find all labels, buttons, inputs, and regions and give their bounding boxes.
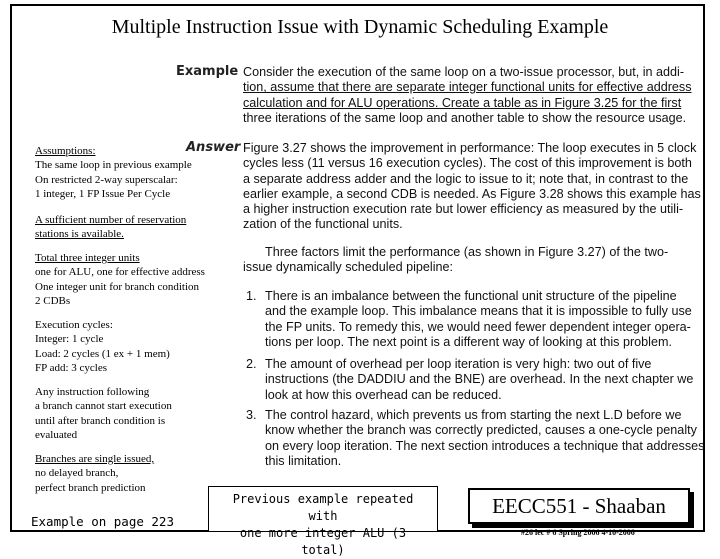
callout-line: Previous example repeated with xyxy=(232,492,414,523)
item-2-text xyxy=(265,357,693,403)
example-line: three iterations of the same loop and another table to show the resource usage. xyxy=(243,110,687,125)
callout-box xyxy=(208,486,438,557)
note-line: perfect branch prediction xyxy=(35,481,146,494)
item-line: the FP units. To remedy this, we would need fewer dependent integer opera- xyxy=(265,319,691,334)
answer-text xyxy=(243,141,701,233)
example-label: Example xyxy=(176,64,239,79)
answer-line: earlier example, a second CDB is needed. As Figure 3.28 shows this example has xyxy=(243,186,701,201)
note-line: 2 CDBs xyxy=(35,294,71,307)
note-line: One integer unit for branch condition xyxy=(35,280,200,293)
example-line: calculation and for ALU operations. Create a table as in Figure 3.25 for the first xyxy=(243,95,682,110)
note-line: A sufficient number of reservation xyxy=(35,214,187,226)
item-line: look at how this overhead can be reduced. xyxy=(265,387,502,402)
three-factors-text xyxy=(243,245,668,276)
note-line: Load: 2 cycles (1 ex + 1 mem) xyxy=(35,347,170,360)
integer-units-note xyxy=(35,251,240,308)
slide-title: Multiple Instruction Issue with Dynamic Scheduling Example xyxy=(111,16,609,38)
slide-footer: #26 lec # 6 Spring 2006 4-10-2006 xyxy=(521,528,635,537)
reservation-note xyxy=(35,213,240,242)
example-line: tion, assume that there are separate integer functional units for effective address xyxy=(243,80,692,95)
answer-label: Answer xyxy=(186,140,241,155)
item-1-number: 1. xyxy=(246,289,257,303)
assumptions-note xyxy=(35,144,240,201)
item-line: The control hazard, which prevents us from starting the next L.D before we xyxy=(265,408,682,422)
callout-line: one more integer ALU (3 total) xyxy=(239,526,407,557)
note-line: Assumptions: xyxy=(35,145,96,157)
note-line: Branches are single issued, xyxy=(35,453,155,465)
item-line: There is an imbalance between the functional unit structure of the pipeline xyxy=(265,289,677,303)
item-line: tions per loop. The next point is a different way of looking at this problem. xyxy=(265,334,672,349)
note-line: On restricted 2-way superscalar: xyxy=(35,173,178,186)
example-page-reference: Example on page 223 xyxy=(31,514,174,529)
answer-line: a separate address adder and the logic to issue to it; note that, in contrast to the xyxy=(243,171,689,186)
item-line: instructions (the DADDIU and the BNE) are overhead. In the next chapter we xyxy=(265,372,694,387)
factors-line: issue dynamically scheduled pipeline: xyxy=(243,260,454,275)
example-text xyxy=(243,65,692,126)
course-brand-box: EECC551 - Shaaban xyxy=(468,488,690,524)
item-line: know whether the branch was correctly predicted, causes a one-cycle penalty xyxy=(265,423,697,438)
note-line: FP add: 3 cycles xyxy=(35,361,107,374)
item-3-text xyxy=(265,408,704,469)
item-line: this limitation. xyxy=(265,453,342,468)
note-line: no delayed branch, xyxy=(35,467,119,480)
item-line: The amount of overhead per loop iteration is very high: two out of five xyxy=(265,357,652,371)
item-1-text xyxy=(265,289,692,350)
example-line: Consider the execution of the same loop on a two-issue processor, but, in addi- xyxy=(243,65,685,79)
answer-line: zation of the functional units. xyxy=(243,217,403,232)
execution-cycles-note xyxy=(35,318,240,375)
note-line: Execution cycles: xyxy=(35,319,113,331)
item-line: and the example loop. This imbalance means that it is impossible to fully use xyxy=(265,304,692,319)
note-line: 1 integer, 1 FP Issue Per Cycle xyxy=(35,187,171,200)
answer-line: Figure 3.27 shows the improvement in performance: The loop executes in 5 clock xyxy=(243,141,697,155)
note-line: Total three integer units xyxy=(35,252,140,264)
note-line: stations is available. xyxy=(35,228,124,241)
note-line: Integer: 1 cycle xyxy=(35,333,104,346)
note-line: evaluated xyxy=(35,428,78,441)
answer-line: cycles less (11 versus 16 execution cycles). The cost of this improvement is both xyxy=(243,156,692,171)
note-line: The same loop in previous example xyxy=(35,159,192,172)
branch-note xyxy=(35,385,240,442)
note-line: one for ALU, one for effective address xyxy=(35,266,205,279)
note-line: a branch cannot start execution xyxy=(35,400,172,413)
textbook-excerpt xyxy=(170,52,705,480)
note-line: Any instruction following xyxy=(35,386,150,398)
item-line: on every loop iteration. The next section introduces a technique that addresses xyxy=(265,438,705,453)
answer-line: a higher instruction execution rate but lower efficiency as measured by the utili- xyxy=(243,202,684,217)
item-2-number: 2. xyxy=(246,357,257,371)
note-line: until after branch condition is xyxy=(35,414,166,427)
factors-line: Three factors limit the performance (as shown in Figure 3.27) of the two- xyxy=(265,245,669,259)
item-3-number: 3. xyxy=(246,408,257,422)
